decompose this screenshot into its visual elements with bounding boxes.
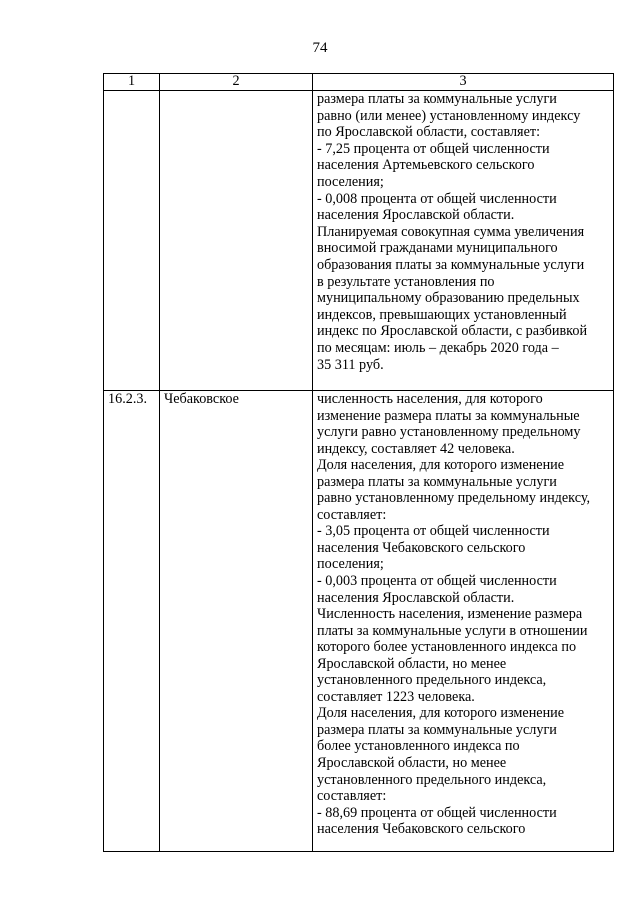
- header-col-2: 2: [160, 74, 313, 91]
- text-line: - 0,008 процента от общей численности: [317, 190, 557, 207]
- text-line: размера платы за коммунальные услуги: [317, 721, 557, 738]
- text-line: - 88,69 процента от общей численности: [317, 804, 557, 821]
- row-description-cell: [313, 391, 614, 852]
- text-line: Ярославской области, но менее: [317, 755, 507, 772]
- description-lines: [317, 391, 610, 838]
- row-number-cell: [104, 91, 160, 391]
- text-line: Доля населения, для которого изменение: [317, 457, 565, 474]
- text-line: составляет:: [317, 788, 387, 805]
- description-lines: [317, 91, 610, 373]
- text-line: размера платы за коммунальные услуги: [317, 473, 557, 490]
- text-line: Численность населения, изменение размера: [317, 606, 583, 623]
- table-header-row: [104, 74, 614, 91]
- table-row: [104, 91, 614, 391]
- table-row: [104, 391, 614, 852]
- text-line: равно (или менее) установленному индексу: [317, 107, 581, 124]
- text-line: поселения;: [317, 556, 384, 573]
- text-line: платы за коммунальные услуги в отношении: [317, 622, 588, 639]
- text-line: более установленного индекса по: [317, 738, 520, 755]
- text-line: образования платы за коммунальные услуги: [317, 256, 585, 273]
- text-line: поселения;: [317, 173, 384, 190]
- text-line: равно установленному предельному индексу,: [317, 490, 591, 507]
- text-line: населения Артемьевского сельского: [317, 157, 535, 174]
- text-line: услуги равно установленному предельному: [317, 424, 581, 441]
- text-line: составляет 1223 человека.: [317, 688, 475, 705]
- header-col-1: 1: [104, 74, 160, 91]
- text-line: Доля населения, для которого изменение: [317, 705, 565, 722]
- header-col-3: 3: [313, 74, 614, 91]
- row-name-cell: Чебаковское: [160, 391, 313, 852]
- text-line: населения Чебаковского сельского: [317, 821, 526, 838]
- text-line: муниципальному образованию предельных: [317, 290, 580, 307]
- text-line: населения Чебаковского сельского: [317, 539, 526, 556]
- text-line: населения Ярославской области.: [317, 589, 515, 606]
- text-line: установленного предельного индекса,: [317, 672, 547, 689]
- text-line: размера платы за коммунальные услуги: [317, 91, 557, 107]
- row-number-cell: 16.2.3.: [104, 391, 160, 852]
- text-line: Планируемая совокупная сумма увеличения: [317, 223, 585, 240]
- row-name-cell: [160, 91, 313, 391]
- text-line: - 0,003 процента от общей численности: [317, 573, 557, 590]
- text-line: индекс по Ярославской области, с разбивкой: [317, 323, 588, 340]
- document-table: [103, 73, 614, 852]
- text-line: индексу, составляет 42 человека.: [317, 440, 515, 457]
- text-line: составляет:: [317, 506, 387, 523]
- text-line: индексов, превышающих установленный: [317, 306, 567, 323]
- text-line: в результате установления по: [317, 273, 495, 290]
- text-line: численность населения, для которого: [317, 391, 543, 407]
- text-line: по месяцам: июль – декабрь 2020 года –: [317, 339, 559, 356]
- text-line: - 7,25 процента от общей численности: [317, 140, 550, 157]
- text-line: по Ярославской области, составляет:: [317, 124, 541, 141]
- text-line: которого более установленного индекса по: [317, 639, 577, 656]
- text-line: вносимой гражданами муниципального: [317, 240, 558, 257]
- text-line: - 3,05 процента от общей численности: [317, 523, 550, 540]
- text-line: 35 311 руб.: [317, 356, 384, 373]
- page-number: 74: [312, 40, 328, 56]
- row-description-cell: [313, 91, 614, 391]
- text-line: Ярославской области, но менее: [317, 655, 507, 672]
- text-line: изменение размера платы за коммунальные: [317, 407, 580, 424]
- text-line: населения Ярославской области.: [317, 207, 515, 224]
- text-line: установленного предельного индекса,: [317, 771, 547, 788]
